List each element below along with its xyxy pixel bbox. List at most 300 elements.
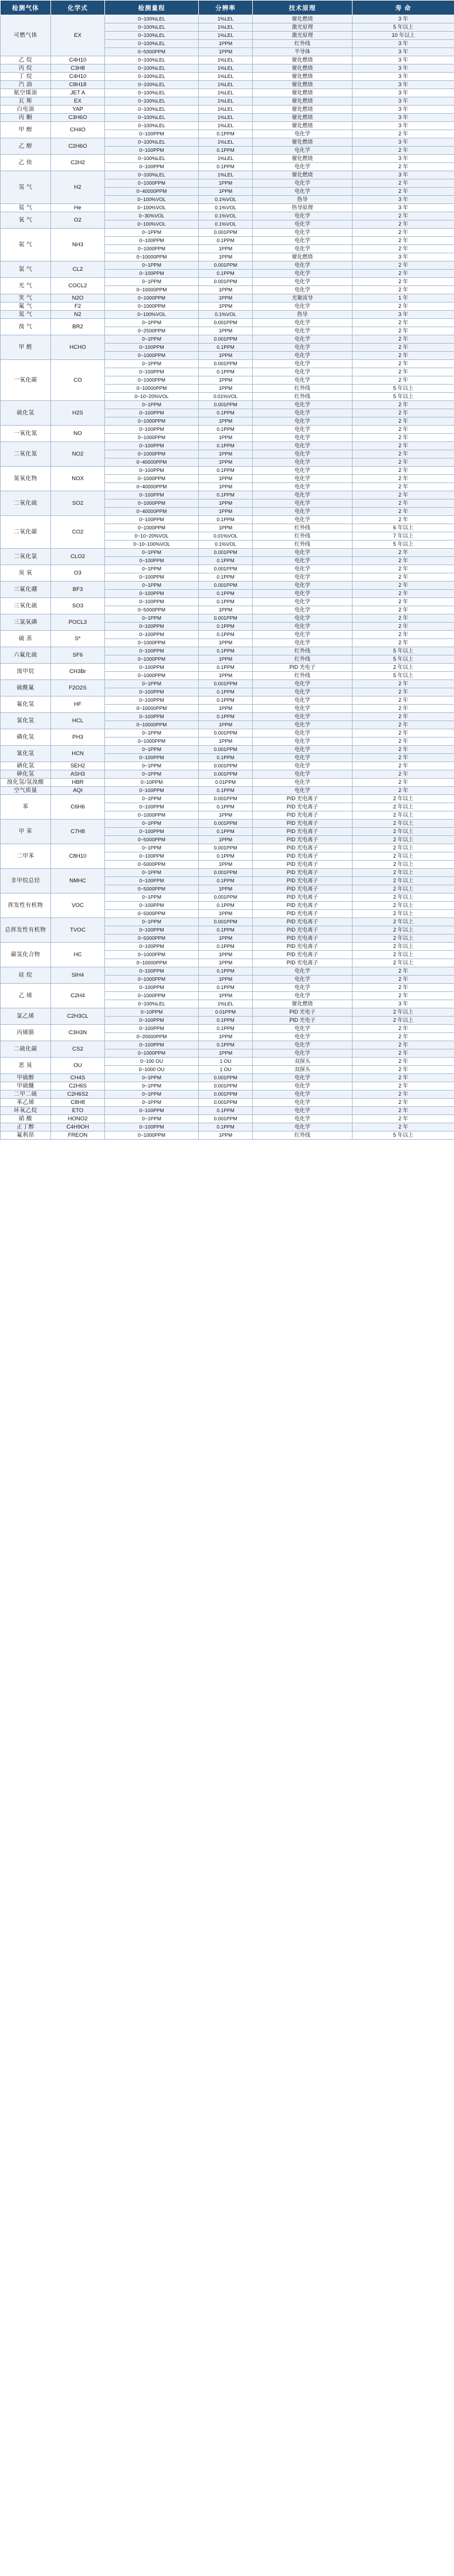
table-row — [1, 779, 454, 787]
cell-lifetime: 3 年 — [353, 81, 454, 89]
cell-formula: C8H8 — [51, 1099, 105, 1107]
table-row — [1, 335, 454, 344]
cell-gas-name: 氟 气 — [1, 303, 51, 311]
cell-formula: HC — [51, 943, 105, 967]
cell-lifetime: 2 年 — [353, 409, 454, 417]
cell-resolution: 0.1PPM — [199, 491, 253, 499]
cell-range: 0~1PPM — [105, 1090, 199, 1099]
cell-technology: 电化学 — [253, 179, 353, 188]
cell-technology: 催化燃烧 — [253, 171, 353, 179]
cell-resolution: 1PPM — [199, 738, 253, 746]
cell-technology: 催化燃烧 — [253, 89, 353, 97]
cell-range: 0~100PPM — [105, 147, 199, 155]
cell-resolution: 1%LEL — [199, 32, 253, 40]
cell-gas-name: 砷化氢 — [1, 770, 51, 779]
cell-resolution: 1PPM — [199, 1131, 253, 1140]
cell-technology: 电化学 — [253, 565, 353, 573]
cell-resolution: 1PPM — [199, 48, 253, 56]
cell-resolution: 1PPM — [199, 1033, 253, 1041]
table-row — [1, 97, 454, 106]
cell-resolution: 0.1PPM — [199, 516, 253, 524]
cell-lifetime: 2 年 — [353, 1090, 454, 1099]
cell-formula: HONO2 — [51, 1115, 105, 1123]
cell-lifetime: 2 年 — [353, 746, 454, 754]
cell-resolution: 0.001PPM — [199, 918, 253, 926]
cell-range: 0~10000PPM — [105, 286, 199, 294]
table-row — [1, 516, 454, 524]
cell-lifetime: 2 年 — [353, 491, 454, 499]
cell-range: 0~100%LEL — [105, 81, 199, 89]
cell-resolution: 0.01%VOL — [199, 393, 253, 401]
cell-technology: 电化学 — [253, 976, 353, 984]
cell-formula: He — [51, 204, 105, 212]
table-header-row — [1, 1, 454, 15]
cell-lifetime: 3 年 — [353, 48, 454, 56]
cell-gas-name: 乙 炔 — [1, 155, 51, 171]
table-row — [1, 1041, 454, 1049]
cell-lifetime: 2 年以上 — [353, 885, 454, 893]
cell-range: 0~100%LEL — [105, 89, 199, 97]
cell-range: 0~5000PPM — [105, 885, 199, 893]
cell-range: 0~1000PPM — [105, 376, 199, 385]
cell-formula: F2O2S — [51, 680, 105, 696]
cell-range: 0~1000PPM — [105, 655, 199, 664]
cell-lifetime: 7 年以上 — [353, 532, 454, 541]
cell-technology: PID 光电离子 — [253, 828, 353, 836]
cell-formula: C3H3N — [51, 1025, 105, 1041]
cell-resolution: 0.01%VOL — [199, 532, 253, 541]
cell-range: 0~1000PPM — [105, 417, 199, 426]
cell-range: 0~1PPM — [105, 401, 199, 409]
cell-range: 0~20000PPM — [105, 1033, 199, 1041]
cell-range: 0~1PPM — [105, 261, 199, 270]
cell-gas-name: 硅 烷 — [1, 967, 51, 984]
cell-resolution: 0.1PPM — [199, 787, 253, 795]
cell-range: 0~5000PPM — [105, 836, 199, 844]
cell-lifetime: 2 年 — [353, 1107, 454, 1115]
cell-resolution: 0.1PPM — [199, 1025, 253, 1033]
cell-gas-name: 硒化氢 — [1, 762, 51, 770]
cell-resolution: 0.1PPM — [199, 590, 253, 598]
cell-technology: 电化学 — [253, 147, 353, 155]
cell-range: 0~10~20%VOL — [105, 393, 199, 401]
cell-resolution: 1PPM — [199, 286, 253, 294]
cell-lifetime: 2 年 — [353, 1082, 454, 1090]
cell-lifetime: 2 年 — [353, 516, 454, 524]
cell-technology: 红外线 — [253, 385, 353, 393]
cell-technology: 催化燃烧 — [253, 73, 353, 81]
cell-resolution: 0.1%VOL — [199, 541, 253, 549]
cell-formula: NH3 — [51, 229, 105, 261]
cell-gas-name: 光 气 — [1, 278, 51, 294]
cell-technology: 电化学 — [253, 721, 353, 729]
cell-technology: 电化学 — [253, 557, 353, 565]
cell-gas-name: 苯乙烯 — [1, 1099, 51, 1107]
cell-resolution: 0.1PPM — [199, 852, 253, 861]
cell-resolution: 0.001PPM — [199, 746, 253, 754]
cell-technology: 电化学 — [253, 401, 353, 409]
cell-resolution: 0.1PPM — [199, 623, 253, 631]
cell-range: 0~100%LEL — [105, 23, 199, 32]
cell-lifetime: 2 年 — [353, 163, 454, 171]
cell-technology: 电化学 — [253, 606, 353, 614]
cell-lifetime: 5 年以上 — [353, 1131, 454, 1140]
cell-gas-name: 氧 气 — [1, 212, 51, 229]
cell-gas-name: 乙 烷 — [1, 56, 51, 64]
cell-formula: N2O — [51, 294, 105, 303]
cell-range: 0~1000PPM — [105, 672, 199, 680]
cell-technology: 催化燃烧 — [253, 138, 353, 147]
cell-technology: 电化学 — [253, 458, 353, 467]
cell-resolution: 1PPM — [199, 303, 253, 311]
cell-technology: 电化学 — [253, 1090, 353, 1099]
table-row — [1, 1082, 454, 1090]
cell-resolution: 0.1PPM — [199, 467, 253, 475]
cell-resolution: 0.1PPM — [199, 409, 253, 417]
cell-range: 0~100%VOL — [105, 196, 199, 204]
cell-gas-name: 航空煤油 — [1, 89, 51, 97]
cell-formula: C4H10 — [51, 56, 105, 64]
cell-resolution: 1PPM — [199, 934, 253, 943]
cell-lifetime: 2 年 — [353, 467, 454, 475]
cell-technology: 电化学 — [253, 549, 353, 557]
cell-formula: H2S — [51, 401, 105, 426]
cell-technology: 催化燃烧 — [253, 155, 353, 163]
cell-range: 0~1000PPM — [105, 434, 199, 442]
table-row — [1, 1131, 454, 1140]
cell-range: 0~100PPM — [105, 984, 199, 992]
cell-lifetime: 2 年 — [353, 779, 454, 787]
cell-resolution: 1PPM — [199, 885, 253, 893]
cell-gas-name: 二甲苯 — [1, 844, 51, 869]
cell-range: 0~1PPM — [105, 746, 199, 754]
cell-lifetime: 2 年 — [353, 598, 454, 606]
cell-resolution: 0.1PPM — [199, 664, 253, 672]
cell-formula: NO — [51, 426, 105, 442]
cell-lifetime: 2 年 — [353, 458, 454, 467]
cell-resolution: 1PPM — [199, 475, 253, 483]
cell-gas-name: 空气质量 — [1, 787, 51, 795]
table-row — [1, 918, 454, 926]
cell-technology: 电化学 — [253, 278, 353, 286]
cell-technology: 电化学 — [253, 434, 353, 442]
cell-formula: C3H6O — [51, 114, 105, 122]
cell-range: 0~5000PPM — [105, 934, 199, 943]
cell-technology: 电化学 — [253, 360, 353, 368]
table-row — [1, 869, 454, 877]
cell-gas-name: 氯化氢 — [1, 713, 51, 729]
cell-gas-name: 甲硫醚 — [1, 1082, 51, 1090]
cell-resolution: 0.1%VOL — [199, 220, 253, 229]
cell-gas-name: 白电油 — [1, 106, 51, 114]
cell-gas-name: 非甲烷总烃 — [1, 869, 51, 893]
cell-technology: 电化学 — [253, 491, 353, 499]
cell-lifetime: 2 年以上 — [353, 910, 454, 918]
cell-range: 0~1PPM — [105, 762, 199, 770]
cell-resolution: 1%LEL — [199, 155, 253, 163]
cell-gas-name: 硫 蒸 — [1, 631, 51, 647]
table-row — [1, 303, 454, 311]
header-gas-name: 检测气体 — [1, 1, 51, 15]
table-row — [1, 729, 454, 738]
cell-lifetime: 2 年 — [353, 475, 454, 483]
cell-formula: ETO — [51, 1107, 105, 1115]
cell-resolution: 0.001PPM — [199, 614, 253, 623]
cell-formula: CLO2 — [51, 549, 105, 565]
cell-range: 0~100PPM — [105, 787, 199, 795]
cell-range: 0~100PPM — [105, 368, 199, 376]
cell-technology: 电化学 — [253, 237, 353, 245]
cell-technology: 电化学 — [253, 352, 353, 360]
cell-range: 0~1PPM — [105, 229, 199, 237]
table-row — [1, 631, 454, 639]
cell-lifetime: 3 年 — [353, 311, 454, 319]
cell-technology: PID 光电离子 — [253, 918, 353, 926]
cell-lifetime: 2 年 — [353, 770, 454, 779]
cell-resolution: 0.1PPM — [199, 344, 253, 352]
cell-resolution: 0.1PPM — [199, 368, 253, 376]
cell-lifetime: 2 年 — [353, 229, 454, 237]
cell-resolution: 1PPM — [199, 1049, 253, 1058]
cell-technology: 电化学 — [253, 319, 353, 327]
cell-technology: 电化学 — [253, 1033, 353, 1041]
cell-technology: PID 光电离子 — [253, 951, 353, 959]
cell-resolution: 1%LEL — [199, 114, 253, 122]
cell-formula: C7H8 — [51, 820, 105, 844]
cell-gas-name: 二氧化氯 — [1, 549, 51, 565]
cell-gas-name: 硫酰氟 — [1, 680, 51, 696]
table-row — [1, 795, 454, 803]
cell-formula: C4H9OH — [51, 1123, 105, 1131]
cell-resolution: 0.001PPM — [199, 762, 253, 770]
cell-range: 0~1000PPM — [105, 951, 199, 959]
table-row — [1, 1115, 454, 1123]
cell-range: 0~1PPM — [105, 844, 199, 852]
cell-range: 0~100PPM — [105, 1123, 199, 1131]
table-row — [1, 680, 454, 688]
cell-technology: 电化学 — [253, 245, 353, 253]
table-row — [1, 565, 454, 573]
cell-formula: C2H6S — [51, 1082, 105, 1090]
cell-range: 0~10000PPM — [105, 253, 199, 261]
cell-resolution: 0.001PPM — [199, 680, 253, 688]
cell-range: 0~100%LEL — [105, 1000, 199, 1008]
table-row — [1, 1025, 454, 1033]
cell-lifetime: 2 年 — [353, 1041, 454, 1049]
table-row — [1, 138, 454, 147]
cell-technology: 电化学 — [253, 1041, 353, 1049]
cell-resolution: 0.1PPM — [199, 943, 253, 951]
cell-range: 0~100%VOL — [105, 204, 199, 212]
cell-range: 0~100%LEL — [105, 155, 199, 163]
cell-lifetime: 2 年 — [353, 1058, 454, 1066]
cell-range: 0~100PPM — [105, 664, 199, 672]
cell-technology: 红外线 — [253, 1131, 353, 1140]
cell-resolution: 0.001PPM — [199, 795, 253, 803]
cell-formula: PH3 — [51, 729, 105, 746]
cell-formula: HCHO — [51, 335, 105, 360]
cell-formula: CO — [51, 360, 105, 401]
cell-range: 0~100%VOL — [105, 220, 199, 229]
cell-lifetime: 2 年 — [353, 590, 454, 598]
cell-formula: CH4O — [51, 122, 105, 138]
cell-resolution: 0.1PPM — [199, 442, 253, 450]
cell-technology: 电化学 — [253, 705, 353, 713]
cell-technology: 双探头 — [253, 1058, 353, 1066]
table-row — [1, 491, 454, 499]
cell-lifetime: 6 年以上 — [353, 524, 454, 532]
cell-formula: HCL — [51, 713, 105, 729]
cell-range: 0~10000PPM — [105, 385, 199, 393]
cell-technology: 催化燃烧 — [253, 15, 353, 23]
cell-lifetime: 5 年以上 — [353, 541, 454, 549]
cell-resolution: 1%LEL — [199, 171, 253, 179]
cell-range: 0~100PPM — [105, 237, 199, 245]
cell-technology: 电化学 — [253, 344, 353, 352]
cell-formula: AQI — [51, 787, 105, 795]
cell-formula: C4H10 — [51, 73, 105, 81]
cell-lifetime: 2 年 — [353, 327, 454, 335]
table-row — [1, 15, 454, 23]
cell-resolution: 0.1PPM — [199, 557, 253, 565]
cell-resolution: 0.1%VOL — [199, 311, 253, 319]
table-row — [1, 696, 454, 705]
cell-technology: 红外线 — [253, 393, 353, 401]
cell-range: 0~40000PPM — [105, 508, 199, 516]
cell-technology: PID 光电离子 — [253, 934, 353, 943]
cell-lifetime: 3 年 — [353, 204, 454, 212]
cell-lifetime: 3 年 — [353, 73, 454, 81]
cell-technology: 电化学 — [253, 639, 353, 647]
cell-technology: 催化燃烧 — [253, 56, 353, 64]
cell-range: 0~1PPM — [105, 360, 199, 368]
cell-resolution: 0.001PPM — [199, 770, 253, 779]
cell-range: 0~1000PPM — [105, 352, 199, 360]
cell-gas-name: 溴化氢/氢溴酸 — [1, 779, 51, 787]
cell-formula: JET A — [51, 89, 105, 97]
cell-range: 0~1PPM — [105, 1074, 199, 1082]
table-row — [1, 967, 454, 976]
cell-resolution: 0.1PPM — [199, 598, 253, 606]
cell-lifetime: 3 年 — [353, 56, 454, 64]
cell-range: 0~10PPM — [105, 1008, 199, 1017]
cell-technology: 激光原理 — [253, 32, 353, 40]
cell-resolution: 1%LEL — [199, 15, 253, 23]
cell-formula: POCL3 — [51, 614, 105, 631]
cell-range: 0~1PPM — [105, 565, 199, 573]
table-row — [1, 770, 454, 779]
cell-resolution: 0.1PPM — [199, 713, 253, 721]
cell-technology: 电化学 — [253, 762, 353, 770]
table-row — [1, 294, 454, 303]
cell-lifetime: 2 年 — [353, 639, 454, 647]
cell-range: 0~100PPM — [105, 631, 199, 639]
cell-technology: PID 光电离子 — [253, 852, 353, 861]
table-row — [1, 212, 454, 220]
cell-gas-name: 氟化氢 — [1, 696, 51, 713]
cell-range: 0~1000PPM — [105, 1049, 199, 1058]
cell-gas-name: 丁 烷 — [1, 73, 51, 81]
cell-lifetime: 2 年 — [353, 286, 454, 294]
cell-lifetime: 2 年以上 — [353, 852, 454, 861]
cell-technology: 催化燃烧 — [253, 81, 353, 89]
cell-range: 0~1PPM — [105, 582, 199, 590]
cell-range: 0~100PPM — [105, 967, 199, 976]
cell-range: 0~1000PPM — [105, 976, 199, 984]
cell-resolution: 1PPM — [199, 910, 253, 918]
cell-formula: C2H3CL — [51, 1008, 105, 1025]
cell-technology: PID 光电子 — [253, 664, 353, 672]
cell-lifetime: 2 年以上 — [353, 1017, 454, 1025]
cell-technology: 激光原理 — [253, 23, 353, 32]
cell-resolution: 1PPM — [199, 951, 253, 959]
cell-lifetime: 2 年 — [353, 1066, 454, 1074]
cell-resolution: 1PPM — [199, 385, 253, 393]
cell-resolution: 1PPM — [199, 606, 253, 614]
table-row — [1, 893, 454, 902]
cell-technology: PID 光电离子 — [253, 836, 353, 844]
cell-formula: CS2 — [51, 1041, 105, 1058]
cell-gas-name: 二硫化碳 — [1, 1041, 51, 1058]
cell-range: 0~1PPM — [105, 820, 199, 828]
table-row — [1, 1099, 454, 1107]
cell-range: 0~100PPM — [105, 442, 199, 450]
cell-range: 0~100PPM — [105, 598, 199, 606]
cell-gas-name: 碳氢化合物 — [1, 943, 51, 967]
cell-lifetime: 2 年 — [353, 376, 454, 385]
cell-range: 0~1000PPM — [105, 738, 199, 746]
cell-lifetime: 2 年以上 — [353, 861, 454, 869]
cell-range: 0~1PPM — [105, 319, 199, 327]
table-row — [1, 614, 454, 623]
table-row — [1, 229, 454, 237]
cell-range: 0~100PPM — [105, 557, 199, 565]
cell-lifetime: 2 年 — [353, 721, 454, 729]
cell-resolution: 0.001PPM — [199, 1115, 253, 1123]
cell-technology: 电化学 — [253, 787, 353, 795]
cell-technology: 催化燃烧 — [253, 97, 353, 106]
cell-formula: SF6 — [51, 647, 105, 664]
cell-range: 0~1PPM — [105, 893, 199, 902]
cell-lifetime: 2 年 — [353, 992, 454, 1000]
cell-technology: 电化学 — [253, 483, 353, 491]
cell-technology: 红外线 — [253, 524, 353, 532]
cell-technology: 电化学 — [253, 582, 353, 590]
cell-lifetime: 2 年 — [353, 212, 454, 220]
cell-gas-name: 正丁醇 — [1, 1123, 51, 1131]
cell-range: 0~10000PPM — [105, 959, 199, 967]
cell-range: 0~100PPM — [105, 1041, 199, 1049]
cell-lifetime: 2 年以上 — [353, 795, 454, 803]
cell-lifetime: 2 年 — [353, 179, 454, 188]
cell-resolution: 0.1PPM — [199, 1017, 253, 1025]
cell-range: 0~1000PPM — [105, 245, 199, 253]
cell-gas-name: 氢 气 — [1, 171, 51, 204]
cell-lifetime: 2 年 — [353, 582, 454, 590]
cell-formula: CL2 — [51, 261, 105, 278]
cell-resolution: 0.1%VOL — [199, 204, 253, 212]
cell-gas-name: 三氯氧磷 — [1, 614, 51, 631]
cell-technology: PID 光电离子 — [253, 910, 353, 918]
cell-technology: 电化学 — [253, 713, 353, 721]
cell-resolution: 1PPM — [199, 721, 253, 729]
cell-lifetime: 2 年 — [353, 680, 454, 688]
header-technology: 技术原理 — [253, 1, 353, 15]
cell-resolution: 0.001PPM — [199, 820, 253, 828]
cell-formula: C2H6S2 — [51, 1090, 105, 1099]
cell-technology: 光聚波导 — [253, 294, 353, 303]
cell-resolution: 0.001PPM — [199, 1090, 253, 1099]
